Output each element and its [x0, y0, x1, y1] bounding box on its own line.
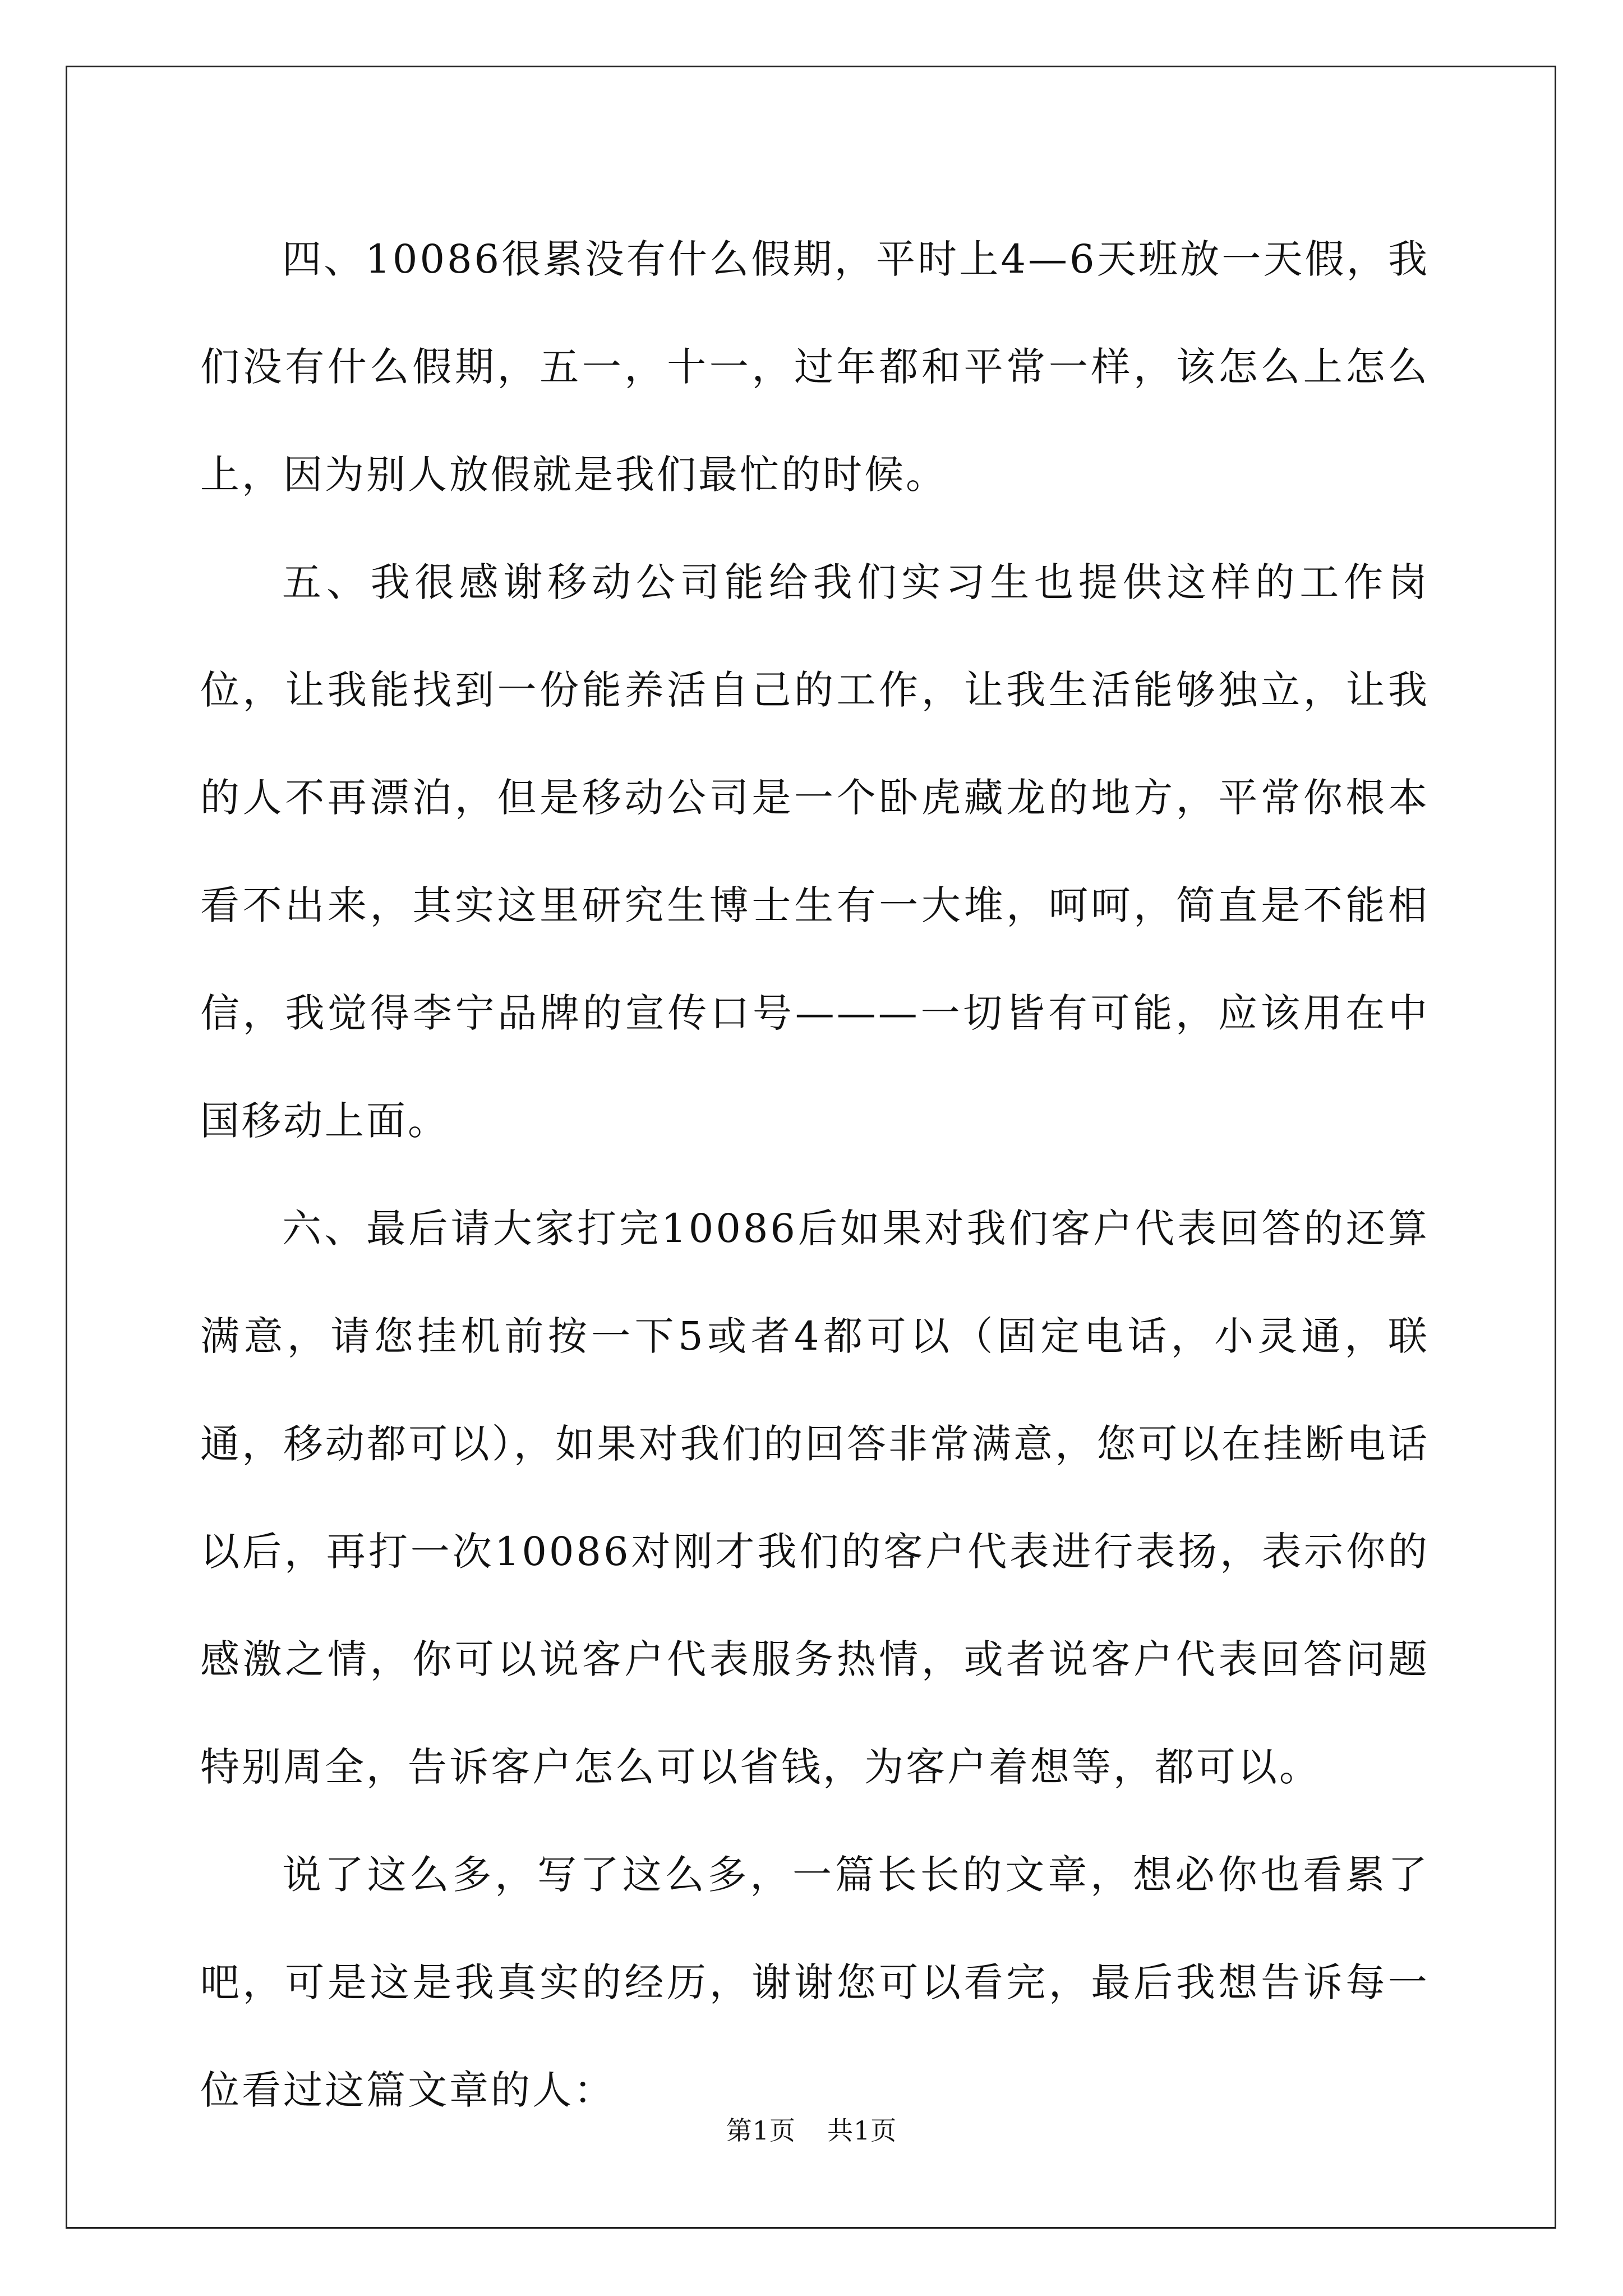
- paragraph-5: 五、我很感谢移动公司能给我们实习生也提供这样的工作岗位，让我能找到一份能养活自己的工作，让我生活能够独立，让我的人不再漂泊，但是移动公司是一个卧虎藏龙的地方，平常你根本看不出来，其实这里研究生博士生有一大堆，呵呵，简直是不能相信，我觉得李宁品牌的宣传口号———一切皆有可能，应该用在中国移动上面。: [200, 559, 1430, 1144]
- paragraph-closing: 说了这么多，写了这么多，一篇长长的文章，想必你也看累了吧，可是这是我真实的经历，谢谢您可以看完，最后我想告诉每一位看过这篇文章的人：: [200, 1852, 1430, 2113]
- paragraph-6: 六、最后请大家打完10086后如果对我们客户代表回答的还算满意，请您挂机前按一下5或者4都可以（固定电话，小灵通，联通，移动都可以），如果对我们的回答非常满意，您可以在挂断电话以后，再打一次10086对刚才我们的客户代表进行表扬，表示你的感激之情，你可以说客户代表服务热情，或者说客户代表回答问题特别周全，告诉客户怎么可以省钱，为客户着想等，都可以。: [200, 1205, 1430, 1790]
- paragraph-4: 四、10086很累没有什么假期，平时上4—6天班放一天假，我们没有什么假期，五一，十一，过年都和平常一样，该怎么上怎么上，因为别人放假就是我们最忙的时候。: [200, 236, 1430, 498]
- page-footer: [0, 2110, 1623, 2147]
- page-total: 共1页: [827, 2115, 897, 2146]
- page-number: 第1页: [726, 2115, 796, 2146]
- document-body: [200, 205, 1430, 2144]
